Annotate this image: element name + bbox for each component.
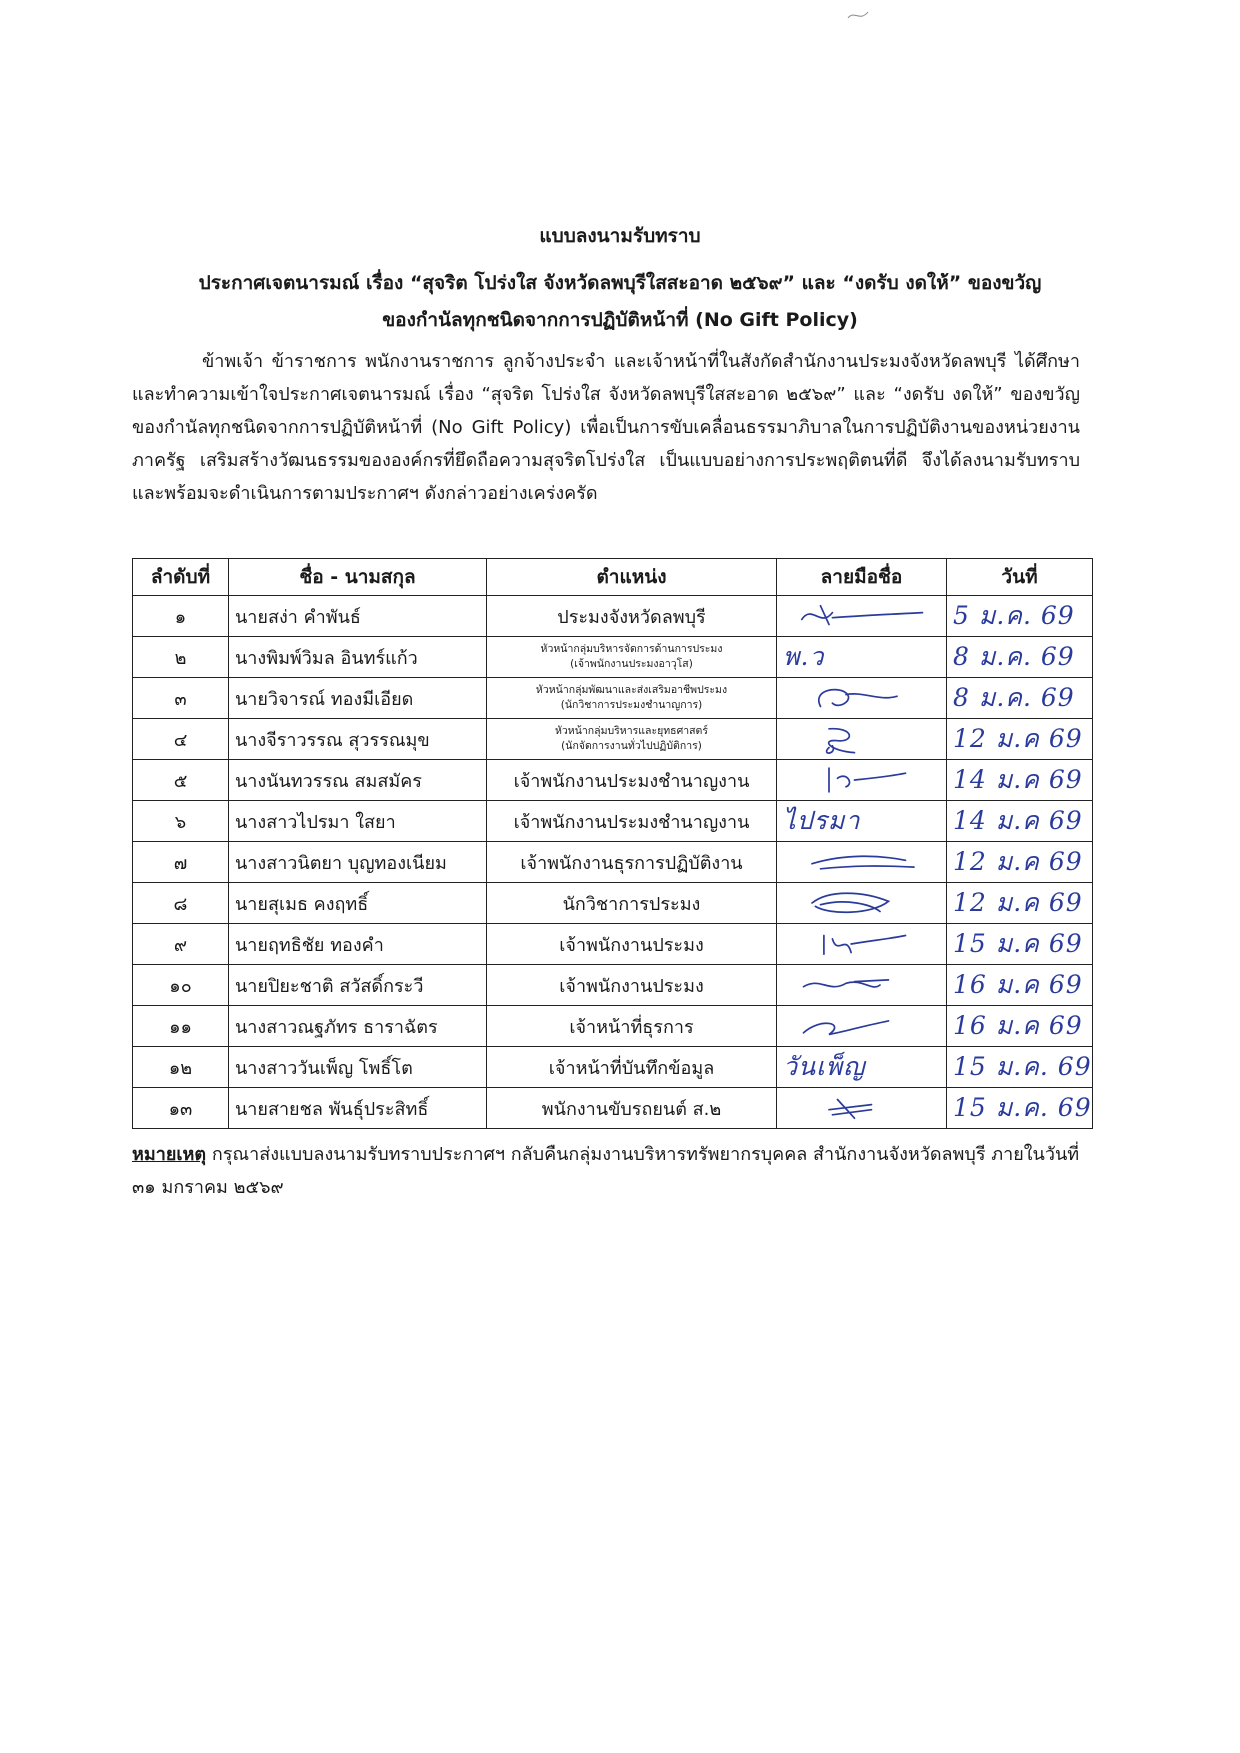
pen-mark xyxy=(846,8,870,22)
handwritten-date: 12 ม.ค 69 xyxy=(953,847,1083,876)
header-name: ชื่อ - นามสกุล xyxy=(229,559,487,596)
row-position: เจ้าพนักงานประมง xyxy=(487,965,777,1006)
signature-scribble xyxy=(783,845,943,879)
row-position-title: หัวหน้ากลุ่มพัฒนาและส่งเสริมอาชีพประมง xyxy=(535,684,728,696)
row-signature xyxy=(777,596,947,637)
handwritten-signature: ไปรมา xyxy=(783,806,861,835)
signature-scribble xyxy=(783,886,943,920)
row-date xyxy=(947,965,1093,1006)
document-subtitle-line1: ประกาศเจตนารมณ์ เรื่อง “สุจริต โปร่งใส จังหวัดลพบุรีใสสะอาด ๒๕๖๙” และ “งดรับ งดให้” ของขวัญ xyxy=(198,272,1042,294)
row-date xyxy=(947,760,1093,801)
row-signature xyxy=(777,965,947,1006)
row-position: นักวิชาการประมง xyxy=(487,883,777,924)
header-signature: ลายมือชื่อ xyxy=(777,559,947,596)
table-row xyxy=(133,1006,1093,1047)
row-date xyxy=(947,596,1093,637)
signature-scribble xyxy=(783,1091,943,1125)
table-row xyxy=(133,1088,1093,1129)
handwritten-date: 15 ม.ค. 69 xyxy=(953,1052,1092,1081)
row-position xyxy=(487,719,777,760)
row-signature xyxy=(777,842,947,883)
handwritten-date: 16 ม.ค 69 xyxy=(953,1011,1083,1040)
footnote-text: กรุณาส่งแบบลงนามรับทราบประกาศฯ กลับคืนกลุ่มงานบริหารทรัพยากรบุคคล สำนักงานจังหวัดลพบุรี ภายในวันที่ ๓๑ มกราคม ๒๕๖๙ xyxy=(132,1144,1080,1198)
row-name: นายปิยะชาติ สวัสดิ์กระวี xyxy=(229,965,487,1006)
row-name: นางนันทวรรณ สมสมัคร xyxy=(229,760,487,801)
row-signature xyxy=(777,719,947,760)
table-row xyxy=(133,1047,1093,1088)
table-row xyxy=(133,924,1093,965)
row-number: ๔ xyxy=(133,719,229,760)
row-position: เจ้าหน้าที่บันทึกข้อมูล xyxy=(487,1047,777,1088)
row-name: นางสาวณฐภัทร ธาราฉัตร xyxy=(229,1006,487,1047)
handwritten-date: 14 ม.ค 69 xyxy=(953,765,1083,794)
table-row xyxy=(133,965,1093,1006)
row-position: เจ้าพนักงานประมงชำนาญงาน xyxy=(487,760,777,801)
header-position: ตำแหน่ง xyxy=(487,559,777,596)
handwritten-date: 5 ม.ค. 69 xyxy=(953,601,1075,630)
handwritten-date: 8 ม.ค. 69 xyxy=(953,642,1075,671)
table-row xyxy=(133,637,1093,678)
row-signature xyxy=(777,1088,947,1129)
signature-scribble xyxy=(783,1009,943,1043)
signature-table xyxy=(132,558,1093,1129)
handwritten-date: 15 ม.ค 69 xyxy=(953,929,1083,958)
table-row xyxy=(133,883,1093,924)
row-number: ๕ xyxy=(133,760,229,801)
row-number: ๖ xyxy=(133,801,229,842)
row-date xyxy=(947,883,1093,924)
header-no: ลำดับที่ xyxy=(133,559,229,596)
row-signature xyxy=(777,801,947,842)
row-signature xyxy=(777,1006,947,1047)
row-signature xyxy=(777,883,947,924)
row-number: ๑๓ xyxy=(133,1088,229,1129)
row-signature xyxy=(777,1047,947,1088)
row-position: เจ้าหน้าที่ธุรการ xyxy=(487,1006,777,1047)
row-signature xyxy=(777,760,947,801)
table-row xyxy=(133,596,1093,637)
table-header-row xyxy=(133,559,1093,596)
row-name: นายสง่า คำพันธ์ xyxy=(229,596,487,637)
signature-scribble xyxy=(783,968,943,1002)
row-name: นางสาวนิตยา บุญทองเนียม xyxy=(229,842,487,883)
handwritten-signature: วันเพ็ญ xyxy=(783,1052,866,1081)
row-name: นายสุเมธ คงฤทธิ์ xyxy=(229,883,487,924)
row-name: นายฤทธิชัย ทองคำ xyxy=(229,924,487,965)
signature-scribble xyxy=(783,681,943,715)
footnote xyxy=(132,1138,1092,1204)
row-date xyxy=(947,1047,1093,1088)
row-position-rank: (เจ้าพนักงานประมงอาวุโส) xyxy=(570,658,693,670)
body-paragraph xyxy=(132,345,1080,510)
handwritten-date: 8 ม.ค. 69 xyxy=(953,683,1075,712)
row-position xyxy=(487,637,777,678)
handwritten-date: 15 ม.ค. 69 xyxy=(953,1093,1092,1122)
row-signature xyxy=(777,637,947,678)
row-position: เจ้าพนักงานประมงชำนาญงาน xyxy=(487,801,777,842)
row-number: ๑๒ xyxy=(133,1047,229,1088)
footnote-label: หมายเหตุ xyxy=(132,1144,207,1165)
row-name: นายวิจารณ์ ทองมีเอียด xyxy=(229,678,487,719)
handwritten-date: 14 ม.ค 69 xyxy=(953,806,1083,835)
row-date xyxy=(947,924,1093,965)
row-date xyxy=(947,842,1093,883)
signature-scribble xyxy=(783,927,943,961)
row-date xyxy=(947,801,1093,842)
row-position-rank: (นักวิชาการประมงชำนาญการ) xyxy=(560,699,703,711)
row-position-title: หัวหน้ากลุ่มบริหารจัดการด้านการประมง xyxy=(540,643,723,655)
handwritten-date: 12 ม.ค 69 xyxy=(953,724,1083,753)
row-name: นายสายชล พันธุ์ประสิทธิ์ xyxy=(229,1088,487,1129)
row-position xyxy=(487,678,777,719)
handwritten-signature: พ.ว xyxy=(783,642,825,671)
row-name: นางสาวไปรมา ใสยา xyxy=(229,801,487,842)
row-date xyxy=(947,1006,1093,1047)
row-number: ๒ xyxy=(133,637,229,678)
row-number: ๑ xyxy=(133,596,229,637)
row-number: ๑๐ xyxy=(133,965,229,1006)
row-signature xyxy=(777,924,947,965)
row-number: ๘ xyxy=(133,883,229,924)
row-date xyxy=(947,637,1093,678)
row-number: ๗ xyxy=(133,842,229,883)
signature-scribble xyxy=(783,763,943,797)
table-row xyxy=(133,842,1093,883)
table-body xyxy=(133,596,1093,1129)
handwritten-date: 12 ม.ค 69 xyxy=(953,888,1083,917)
row-position: เจ้าพนักงานธุรการปฏิบัติงาน xyxy=(487,842,777,883)
table-row xyxy=(133,760,1093,801)
table-row xyxy=(133,678,1093,719)
row-name: นางพิมพ์วิมล อินทร์แก้ว xyxy=(229,637,487,678)
row-signature xyxy=(777,678,947,719)
body-paragraph-text: ข้าพเจ้า ข้าราชการ พนักงานราชการ ลูกจ้างประจำ และเจ้าหน้าที่ในสังกัดสำนักงานประมงจังหวัดลพบุรี ได้ศึกษาและทำความเข้าใจประกาศเจตนารมณ์ เรื่อง “สุจริต โปร่งใส จังหวัดลพบุรีใสสะอาด ๒๕๖๙” และ “งดรับ งดให้” ของขวัญ ของกำนัลทุกชนิดจากการปฏิบัติหน้าที่ (No Gift Policy) เพื่อเป็นการขับเคลื่อนธรรมาภิบาลในการปฏิบัติงานของหน่วยงานภาครัฐ เสริมสร้างวัฒนธรรมขององค์กรที่ยึดถือความสุจริตโปร่งใส เป็นแบบอย่างการประพฤติตนที่ดี จึงได้ลงนามรับทราบและพร้อมจะดำเนินการตามประกาศฯ ดังกล่าวอย่างเคร่งครัด xyxy=(132,351,1080,504)
document-title: แบบลงนามรับทราบ xyxy=(539,225,701,247)
row-position: ประมงจังหวัดลพบุรี xyxy=(487,596,777,637)
row-name: นางสาววันเพ็ญ โพธิ์โต xyxy=(229,1047,487,1088)
row-name: นางจีราวรรณ สุวรรณมุข xyxy=(229,719,487,760)
header-date: วันที่ xyxy=(947,559,1093,596)
signature-scribble xyxy=(783,722,943,756)
row-position: เจ้าพนักงานประมง xyxy=(487,924,777,965)
table-row xyxy=(133,801,1093,842)
row-number: ๙ xyxy=(133,924,229,965)
row-number: ๓ xyxy=(133,678,229,719)
document-subtitle-line2: ของกำนัลทุกชนิดจากการปฏิบัติหน้าที่ (No Gift Policy) xyxy=(382,309,858,331)
row-position: พนักงานขับรถยนต์ ส.๒ xyxy=(487,1088,777,1129)
row-position-rank: (นักจัดการงานทั่วไปปฏิบัติการ) xyxy=(561,740,702,752)
row-number: ๑๑ xyxy=(133,1006,229,1047)
row-date xyxy=(947,678,1093,719)
row-date xyxy=(947,719,1093,760)
row-position-title: หัวหน้ากลุ่มบริหารและยุทธศาสตร์ xyxy=(554,725,709,737)
signature-scribble xyxy=(783,599,943,633)
handwritten-date: 16 ม.ค 69 xyxy=(953,970,1083,999)
table-row xyxy=(133,719,1093,760)
row-date xyxy=(947,1088,1093,1129)
